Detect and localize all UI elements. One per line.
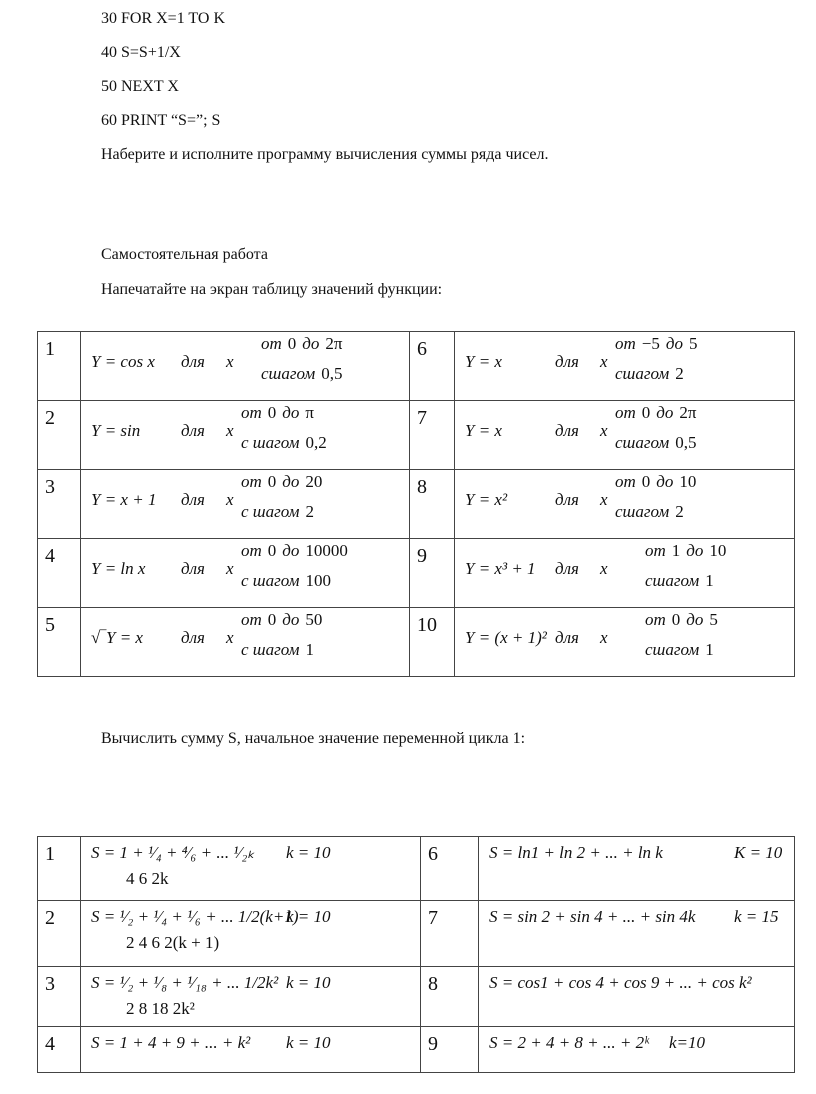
sum-formula: S = ¹⁄₂ + ¹⁄₄ + ¹⁄₆ + ... 1/2(k+1)	[91, 907, 299, 926]
k-value: k=10	[669, 1033, 706, 1052]
sum-formula: S = ln1 + ln 2 + ... + ln k	[489, 843, 663, 862]
function-cell	[81, 470, 410, 539]
sum-formula: S = 2 + 4 + 8 + ... + 2ᵏ	[489, 1033, 649, 1052]
variable: x	[226, 628, 234, 647]
sum-cell	[81, 901, 421, 967]
row-number: 3	[38, 967, 81, 1027]
range-from-to	[241, 541, 354, 561]
from-label: от	[261, 334, 282, 353]
step-label: сшагом	[615, 433, 670, 452]
step-label: с шагом	[241, 640, 300, 659]
variable: x	[600, 490, 608, 509]
row-number: 1	[38, 332, 81, 401]
row-number: 1	[38, 837, 81, 901]
sums-table	[37, 836, 795, 1073]
code-line: 60 PRINT “S=”; S	[101, 112, 221, 129]
function-formula: Y = ln x	[91, 559, 146, 578]
variable: x	[600, 559, 608, 578]
denominators: 2 8 18 2k²	[126, 999, 195, 1018]
step-label: сшагом	[645, 571, 700, 590]
row-number: 7	[410, 401, 455, 470]
step-label: с шагом	[241, 433, 300, 452]
sum-cell	[479, 837, 795, 901]
task-text: Вычислить сумму S, начальное значение переменной цикла 1:	[101, 730, 526, 747]
to-label: до	[282, 403, 300, 422]
to-label: до	[686, 541, 704, 560]
function-formula: Y = sin	[91, 421, 141, 440]
for-label: для	[555, 628, 579, 647]
to-label: до	[665, 334, 683, 353]
sum-cell	[479, 967, 795, 1027]
to-value: 5	[688, 334, 698, 353]
row-number: 10	[410, 608, 455, 677]
from-label: от	[241, 541, 262, 560]
sum-formula: S = cos1 + cos 4 + cos 9 + ... + cos k²	[489, 973, 752, 992]
from-label: от	[645, 541, 666, 560]
from-value: 0	[267, 541, 277, 560]
for-label: для	[181, 352, 205, 371]
variable: x	[600, 628, 608, 647]
variable: x	[600, 352, 608, 371]
step-label: сшагом	[615, 502, 670, 521]
to-label: до	[656, 403, 674, 422]
for-label: для	[181, 628, 205, 647]
to-value: 5	[709, 610, 718, 629]
for-label: для	[555, 421, 579, 440]
task-text: Напечатайте на экран таблицу значений функции:	[101, 281, 443, 298]
to-value: 10000	[305, 541, 348, 560]
row-number: 5	[38, 608, 81, 677]
row-number: 6	[410, 332, 455, 401]
from-value: 0	[641, 403, 651, 422]
code-line: 40 S=S+1/X	[101, 44, 181, 61]
step-value: 0,5	[675, 433, 697, 452]
sum-formula: S = 1 + 4 + 9 + ... + k²	[91, 1033, 251, 1052]
range-from-to	[615, 403, 702, 423]
step-value: 100	[305, 571, 331, 590]
from-value: −5	[641, 334, 660, 353]
step-value: 0,2	[305, 433, 327, 452]
code-line: 50 NEXT X	[101, 78, 179, 95]
step	[615, 502, 690, 522]
k-value: k = 10	[286, 1033, 331, 1052]
sum-cell	[81, 837, 421, 901]
from-label: от	[241, 472, 262, 491]
variable: x	[600, 421, 608, 440]
for-label: для	[555, 490, 579, 509]
for-label: для	[555, 352, 579, 371]
from-value: 0	[671, 610, 681, 629]
variable: x	[226, 352, 234, 371]
table-row	[38, 539, 795, 608]
to-value: 2π	[325, 334, 343, 353]
function-cell	[81, 608, 410, 677]
to-label: до	[656, 472, 674, 491]
for-label: для	[555, 559, 579, 578]
step-value: 2	[305, 502, 314, 521]
step	[261, 364, 348, 384]
function-cell	[455, 332, 795, 401]
from-label: от	[615, 334, 636, 353]
section-title: Самостоятельная работа	[101, 246, 268, 263]
range-from-to	[645, 610, 724, 630]
step-value: 1	[705, 640, 714, 659]
for-label: для	[181, 490, 205, 509]
step-value: 2	[675, 364, 684, 383]
variable: x	[226, 490, 234, 509]
denominators: 4 6 2k	[126, 869, 169, 888]
to-value: 10	[709, 541, 727, 560]
to-label: до	[282, 472, 300, 491]
row-number: 6	[421, 837, 479, 901]
from-label: от	[615, 403, 636, 422]
table-row	[38, 470, 795, 539]
step	[645, 571, 720, 591]
row-number: 8	[410, 470, 455, 539]
table-row	[38, 901, 795, 967]
row-number: 9	[410, 539, 455, 608]
function-cell	[455, 539, 795, 608]
k-value: k = 15	[734, 907, 779, 926]
range-from-to	[615, 334, 703, 354]
range-from-to	[241, 472, 328, 492]
from-value: 0	[267, 472, 277, 491]
step-label: сшагом	[645, 640, 700, 659]
k-value: k = 10	[286, 907, 331, 926]
table-row	[38, 837, 795, 901]
k-value: k = 10	[286, 973, 331, 992]
function-cell	[455, 608, 795, 677]
from-label: от	[241, 403, 262, 422]
step-value: 1	[305, 640, 314, 659]
to-label: до	[686, 610, 704, 629]
function-cell	[455, 401, 795, 470]
from-value: 0	[267, 403, 277, 422]
row-number: 7	[421, 901, 479, 967]
function-formula: √‾Y = x	[91, 628, 143, 647]
from-value: 1	[671, 541, 681, 560]
step-value: 2	[675, 502, 684, 521]
sum-formula: S = sin 2 + sin 4 + ... + sin 4k	[489, 907, 696, 926]
sum-cell	[479, 901, 795, 967]
range-from-to	[241, 403, 320, 423]
to-value: 10	[679, 472, 697, 491]
table-row	[38, 332, 795, 401]
table-row	[38, 608, 795, 677]
step-label: с шагом	[241, 571, 300, 590]
function-formula: Y = x	[465, 421, 502, 440]
row-number: 3	[38, 470, 81, 539]
instruction-text: Наберите и исполните программу вычисления суммы ряда чисел.	[101, 146, 549, 163]
step-label: сшагом	[615, 364, 670, 383]
from-label: от	[241, 610, 262, 629]
step-label: сшагом	[261, 364, 316, 383]
range-from-to	[615, 472, 702, 492]
step-label: с шагом	[241, 502, 300, 521]
from-value: 0	[267, 610, 277, 629]
range-from-to	[261, 334, 348, 354]
variable: x	[226, 421, 234, 440]
sum-formula: S = 1 + ¹⁄₄ + ⁴⁄₆ + ... ¹⁄₂ₖ	[91, 843, 255, 862]
from-value: 0	[287, 334, 297, 353]
step	[645, 640, 720, 660]
function-formula: Y = x	[465, 352, 502, 371]
to-label: до	[282, 610, 300, 629]
to-label: до	[282, 541, 300, 560]
sum-cell	[81, 967, 421, 1027]
to-value: 50	[305, 610, 323, 629]
sum-formula: S = ¹⁄₂ + ¹⁄₈ + ¹⁄₁₈ + ... 1/2k²	[91, 973, 279, 992]
table-row	[38, 967, 795, 1027]
from-label: от	[645, 610, 666, 629]
range-from-to	[645, 541, 732, 561]
step	[615, 433, 702, 453]
table-row	[38, 401, 795, 470]
variable: x	[226, 559, 234, 578]
step	[615, 364, 690, 384]
to-value: π	[305, 403, 314, 422]
step-value: 1	[705, 571, 714, 590]
function-formula: Y = (x + 1)²	[465, 628, 547, 647]
row-number: 2	[38, 901, 81, 967]
row-number: 4	[38, 1027, 81, 1073]
function-formula: Y = x³ + 1	[465, 559, 536, 578]
step	[241, 502, 320, 522]
table-row	[38, 1027, 795, 1073]
function-cell	[455, 470, 795, 539]
denominators: 2 4 6 2(k + 1)	[126, 933, 220, 952]
to-value: 20	[305, 472, 323, 491]
step-value: 0,5	[321, 364, 343, 383]
function-formula: Y = x²	[465, 490, 508, 509]
step	[241, 433, 333, 453]
sum-cell	[479, 1027, 795, 1073]
for-label: для	[181, 559, 205, 578]
code-line: 30 FOR X=1 TO K	[101, 10, 226, 27]
functions-table	[37, 331, 795, 677]
function-formula: Y = x + 1	[91, 490, 157, 509]
k-value: K = 10	[734, 843, 783, 862]
row-number: 4	[38, 539, 81, 608]
for-label: для	[181, 421, 205, 440]
range-from-to	[241, 610, 328, 630]
row-number: 2	[38, 401, 81, 470]
from-label: от	[615, 472, 636, 491]
function-cell	[81, 539, 410, 608]
row-number: 9	[421, 1027, 479, 1073]
k-value: k = 10	[286, 843, 331, 862]
function-cell	[81, 332, 410, 401]
to-value: 2π	[679, 403, 697, 422]
step	[241, 640, 320, 660]
step	[241, 571, 337, 591]
sum-cell	[81, 1027, 421, 1073]
function-formula: Y = cos x	[91, 352, 155, 371]
to-label: до	[302, 334, 320, 353]
row-number: 8	[421, 967, 479, 1027]
from-value: 0	[641, 472, 651, 491]
function-cell	[81, 401, 410, 470]
